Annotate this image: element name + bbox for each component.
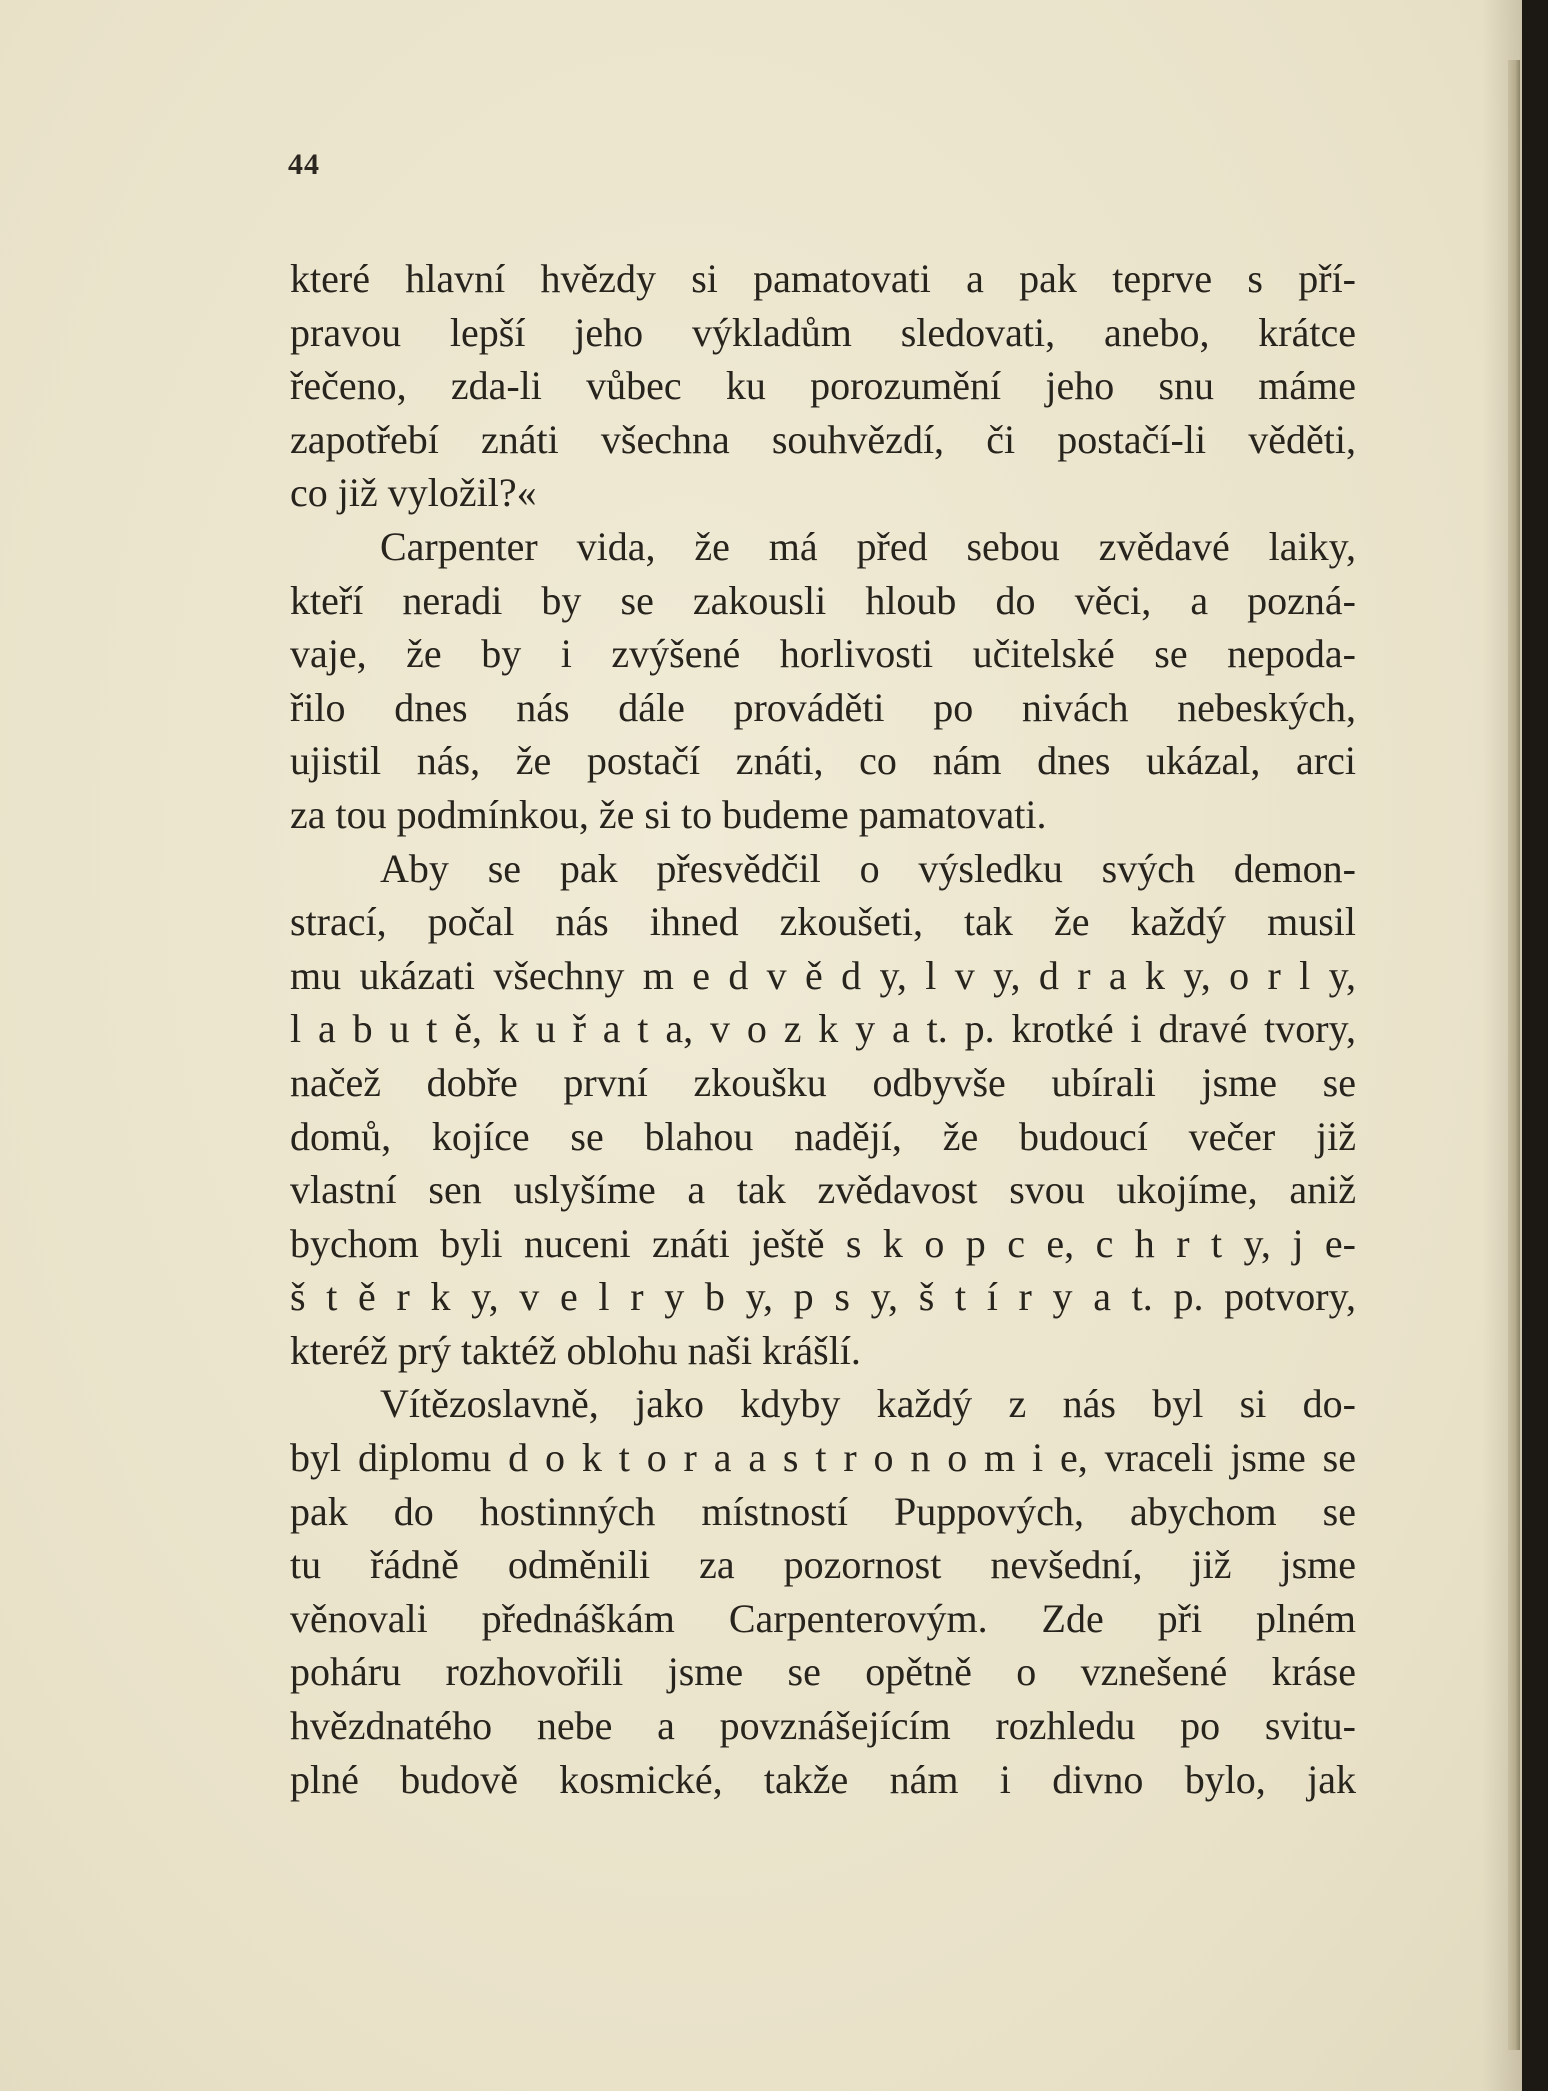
text-line: mu ukázati všechny m e d v ě d y, l v y, d r a k y, o r l y, [290,952,1356,998]
text-line: Carpenter vida, že má před sebou zvědavé laiky, [380,523,1356,569]
text-line: š t ě r k y, v e l r y b y, p s y, š t í r y a t. p. potvory, [290,1274,1356,1320]
text-line: tu řádně odměnili za pozornost nevšední, již jsme [290,1542,1356,1588]
text-line: za tou podmínkou, že si to budeme pamatovati. [290,791,1047,837]
text-line: domů, kojíce se blahou nadějí, že budoucí večer již [290,1113,1356,1159]
text-line: vlastní sen uslyšíme a tak zvědavost svou ukojíme, aniž [290,1167,1356,1213]
text-line: věnovali přednáškám Carpenterovým. Zde při plném [290,1595,1356,1641]
text-line: Vítězoslavně, jako kdyby každý z nás byl si do- [380,1381,1356,1427]
text-line: Aby se pak přesvědčil o výsledku svých demon- [380,845,1356,891]
body-text [290,252,1356,1806]
text-line: hvězdnatého nebe a povznášejícím rozhledu po svitu- [290,1703,1356,1749]
text-line: vaje, že by i zvýšené horlivosti učitelské se nepoda- [290,631,1356,677]
text-line: zapotřebí znáti všechna souhvězdí, či postačí-li věděti, [290,416,1356,462]
text-line: co již vyložil?« [290,470,537,516]
text-line: poháru rozhovořili jsme se opětně o vznešené kráse [290,1649,1356,1695]
text-line: kteří neradi by se zakousli hloub do věci, a pozná- [290,577,1356,623]
text-line: které hlavní hvězdy si pamatovati a pak teprve s pří- [290,256,1356,301]
text-line: bychom byli nuceni znáti ještě s k o p c e, c h r t y, j e- [290,1220,1356,1266]
text-line: ujistil nás, že postačí znáti, co nám dnes ukázal, arci [290,738,1356,784]
text-line: byl diplomu d o k t o r a a s t r o n o m i e, vraceli jsme se [290,1435,1356,1481]
text-line: řečeno, zda-li vůbec ku porozumění jeho snu máme [290,363,1356,409]
text-line: pak do hostinných místností Puppových, abychom se [290,1488,1356,1534]
text-line: načež dobře první zkoušku odbyvše ubírali jsme se [290,1059,1356,1105]
scan-border [1522,0,1548,2091]
text-line: l a b u t ě, k u ř a t a, v o z k y a t. p. krotké i dravé tvory, [290,1006,1356,1052]
text-line: kteréž prý taktéž oblohu naši krášlí. [290,1327,861,1373]
page-number: 44 [288,148,320,181]
text-line: plné budově kosmické, takže nám i divno bylo, jak [290,1756,1356,1802]
text-line: pravou lepší jeho výkladům sledovati, anebo, krátce [290,309,1356,355]
gutter-shadow [1482,0,1522,2091]
text-line: řilo dnes nás dále prováděti po nivách nebeských, [290,684,1356,730]
text-line: strací, počal nás ihned zkoušeti, tak že každý musil [290,899,1356,945]
